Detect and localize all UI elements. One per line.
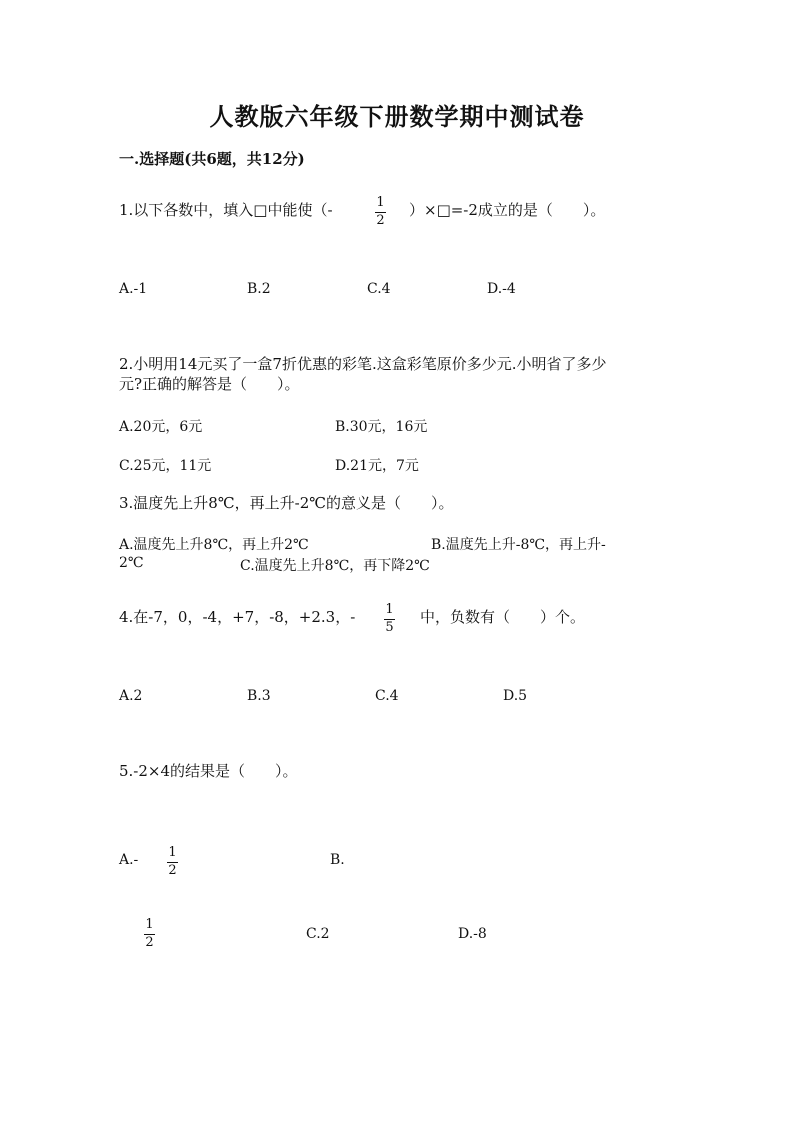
question-2-option-d[interactable]: D.21元，7元 xyxy=(335,458,419,474)
question-4-option-b[interactable]: B.3 xyxy=(247,688,271,704)
question-2-stem-line-1: 2.小明用14元买了一盒7折优惠的彩笔.这盒彩笔原价多少元.小明省了多少 xyxy=(119,355,607,373)
question-1-stem-end: ）×□=-2成立的是（ ）。 xyxy=(409,201,606,219)
question-4-stem-start: 4.在-7，0，-4，+7，-8，+2.3，- xyxy=(119,608,356,626)
fraction-numerator: 1 xyxy=(385,602,394,617)
question-5-stem: 5.-2×4的结果是（ ）。 xyxy=(119,762,298,780)
fraction-denominator: 2 xyxy=(376,213,385,228)
question-5-option-c[interactable]: C.2 xyxy=(306,926,330,942)
question-1-option-a[interactable]: A.-1 xyxy=(119,281,148,297)
question-3-option-c[interactable]: C.温度先上升8℃，再下降2℃ xyxy=(240,558,430,574)
question-4-option-a[interactable]: A.2 xyxy=(119,688,143,704)
fraction-numerator: 1 xyxy=(145,917,154,932)
page-title: 人教版六年级下册数学期中测试卷 xyxy=(209,102,585,131)
question-1-option-c[interactable]: C.4 xyxy=(367,281,391,297)
question-5-option-b[interactable]: B. xyxy=(330,852,345,868)
question-1-stem-start: 1.以下各数中，填入□中能使（- xyxy=(119,201,333,219)
question-1-fraction xyxy=(375,196,386,228)
question-3-option-b-continued[interactable]: 2℃ xyxy=(119,555,144,571)
fraction-denominator: 2 xyxy=(145,935,154,950)
question-4-fraction xyxy=(384,603,395,635)
question-5-option-b-fraction xyxy=(144,918,155,950)
question-2-option-c[interactable]: C.25元，11元 xyxy=(119,458,212,474)
question-4-option-c[interactable]: C.4 xyxy=(375,688,399,704)
question-2-option-a[interactable]: A.20元，6元 xyxy=(119,419,203,435)
fraction-denominator: 5 xyxy=(385,620,394,635)
question-1-option-d[interactable]: D.-4 xyxy=(487,281,516,297)
question-2-stem-line-2: 元?正确的解答是（ ）。 xyxy=(119,375,300,393)
section-heading: 一.选择题(共6题，共12分) xyxy=(119,150,305,168)
fraction-denominator: 2 xyxy=(168,863,177,878)
question-5-option-a[interactable]: A.- xyxy=(119,852,139,868)
question-1-option-b[interactable]: B.2 xyxy=(247,281,271,297)
question-4-stem-end: 中，负数有（ ）个。 xyxy=(420,608,586,626)
fraction-numerator: 1 xyxy=(168,845,177,860)
question-4-option-d[interactable]: D.5 xyxy=(503,688,528,704)
question-3-stem: 3.温度先上升8℃，再上升-2℃的意义是（ ）。 xyxy=(119,494,454,512)
question-3-option-a[interactable]: A.温度先上升8℃，再上升2℃ xyxy=(119,537,309,553)
question-3-option-b[interactable]: B.温度先上升-8℃，再上升- xyxy=(431,537,606,553)
question-5-option-a-fraction xyxy=(167,846,178,878)
question-5-option-d[interactable]: D.-8 xyxy=(458,926,487,942)
fraction-numerator: 1 xyxy=(376,195,385,210)
question-2-option-b[interactable]: B.30元，16元 xyxy=(335,419,428,435)
